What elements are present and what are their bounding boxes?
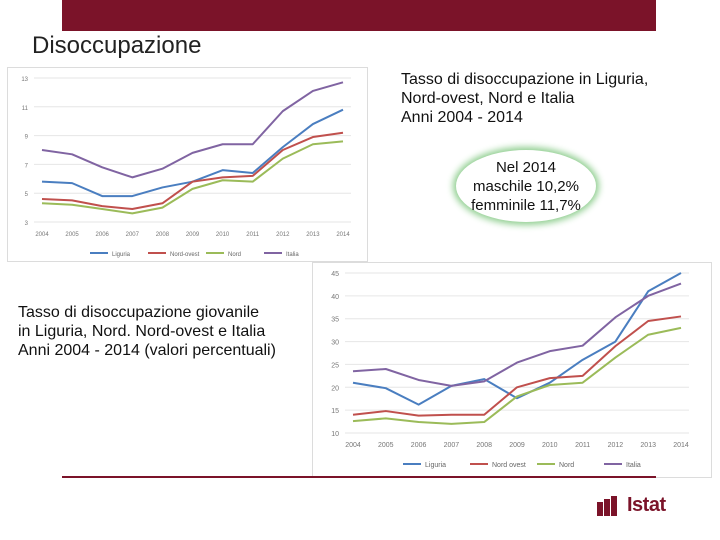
legend-label: Nord ovest xyxy=(492,462,526,469)
x-tick-label: 2010 xyxy=(215,232,230,238)
x-tick-label: 2009 xyxy=(509,442,525,449)
x-tick-label: 2009 xyxy=(185,232,200,238)
header-bar xyxy=(62,0,656,31)
istat-logo-text: Istat xyxy=(627,494,666,516)
y-tick-label: 20 xyxy=(331,385,339,393)
istat-logo-icon xyxy=(597,496,623,516)
legend-label: Nord xyxy=(559,462,575,469)
x-tick-label: 2011 xyxy=(575,442,591,449)
chart-youth-unemployment-svg xyxy=(313,263,711,477)
x-tick-label: 2013 xyxy=(306,232,320,238)
y-tick-label: 13 xyxy=(21,77,28,83)
series-line xyxy=(353,328,681,424)
caption-line: Tasso di disoccupazione giovanile xyxy=(18,304,260,321)
x-tick-label: 2012 xyxy=(276,232,290,238)
x-tick-label: 2014 xyxy=(673,442,689,449)
y-tick-label: 11 xyxy=(21,105,28,112)
series-line xyxy=(353,273,681,405)
x-tick-label: 2013 xyxy=(640,442,656,449)
x-tick-label: 2012 xyxy=(607,442,624,449)
series-line xyxy=(42,82,343,177)
y-tick-label: 5 xyxy=(24,192,28,199)
chart-youth-unemployment xyxy=(312,262,712,478)
x-tick-label: 2011 xyxy=(246,232,260,238)
legend-label: Nord-ovest xyxy=(170,252,200,258)
page-title: Disoccupazione xyxy=(32,32,202,59)
chart-unemployment-svg xyxy=(8,68,367,261)
caption-youth-unemployment xyxy=(18,303,276,360)
y-tick-label: 3 xyxy=(24,221,28,227)
y-tick-label: 30 xyxy=(331,339,339,347)
legend-label: Nord xyxy=(228,252,242,258)
caption-line: Tasso di disoccupazione in Liguria, xyxy=(401,71,649,88)
footer-rule xyxy=(62,476,656,478)
caption-line: Anni 2004 - 2014 xyxy=(401,109,523,126)
x-tick-label: 2005 xyxy=(378,442,394,449)
legend-label: Italia xyxy=(626,462,641,469)
y-tick-label: 40 xyxy=(331,293,339,301)
y-tick-label: 15 xyxy=(331,408,339,416)
x-tick-label: 2010 xyxy=(542,442,558,449)
legend-label: Italia xyxy=(286,252,299,258)
legend-label: Liguria xyxy=(425,462,447,469)
y-tick-label: 7 xyxy=(24,163,28,170)
legend-label: Liguria xyxy=(112,252,131,258)
y-tick-label: 35 xyxy=(331,316,339,324)
x-tick-label: 2005 xyxy=(65,232,79,238)
series-line xyxy=(353,316,681,415)
bubble-line: maschile 10,2% xyxy=(473,177,579,195)
x-tick-label: 2004 xyxy=(35,232,49,238)
bubble-line: Nel 2014 xyxy=(495,158,557,176)
y-tick-label: 10 xyxy=(331,431,339,438)
x-tick-label: 2006 xyxy=(410,442,427,449)
istat-logo xyxy=(597,494,666,517)
caption-line: Nord-ovest, Nord e Italia xyxy=(401,90,575,107)
x-tick-label: 2007 xyxy=(125,232,139,238)
y-tick-label: 9 xyxy=(24,134,28,141)
caption-line: in Liguria, Nord. Nord-ovest e Italia xyxy=(18,323,266,340)
x-tick-label: 2004 xyxy=(345,442,361,449)
x-tick-label: 2008 xyxy=(476,442,492,449)
chart-unemployment xyxy=(7,67,368,262)
y-tick-label: 25 xyxy=(331,362,339,370)
x-tick-label: 2014 xyxy=(336,232,350,238)
bubble-line: femminile 11,7% xyxy=(471,196,581,214)
highlight-bubble xyxy=(456,150,596,222)
series-line xyxy=(42,133,343,209)
caption-line: Anni 2004 - 2014 (valori percentuali) xyxy=(18,342,276,359)
x-tick-label: 2006 xyxy=(95,232,109,238)
x-tick-label: 2007 xyxy=(443,442,460,449)
caption-unemployment xyxy=(401,70,648,127)
x-tick-label: 2008 xyxy=(155,232,170,238)
y-tick-label: 45 xyxy=(331,271,339,278)
